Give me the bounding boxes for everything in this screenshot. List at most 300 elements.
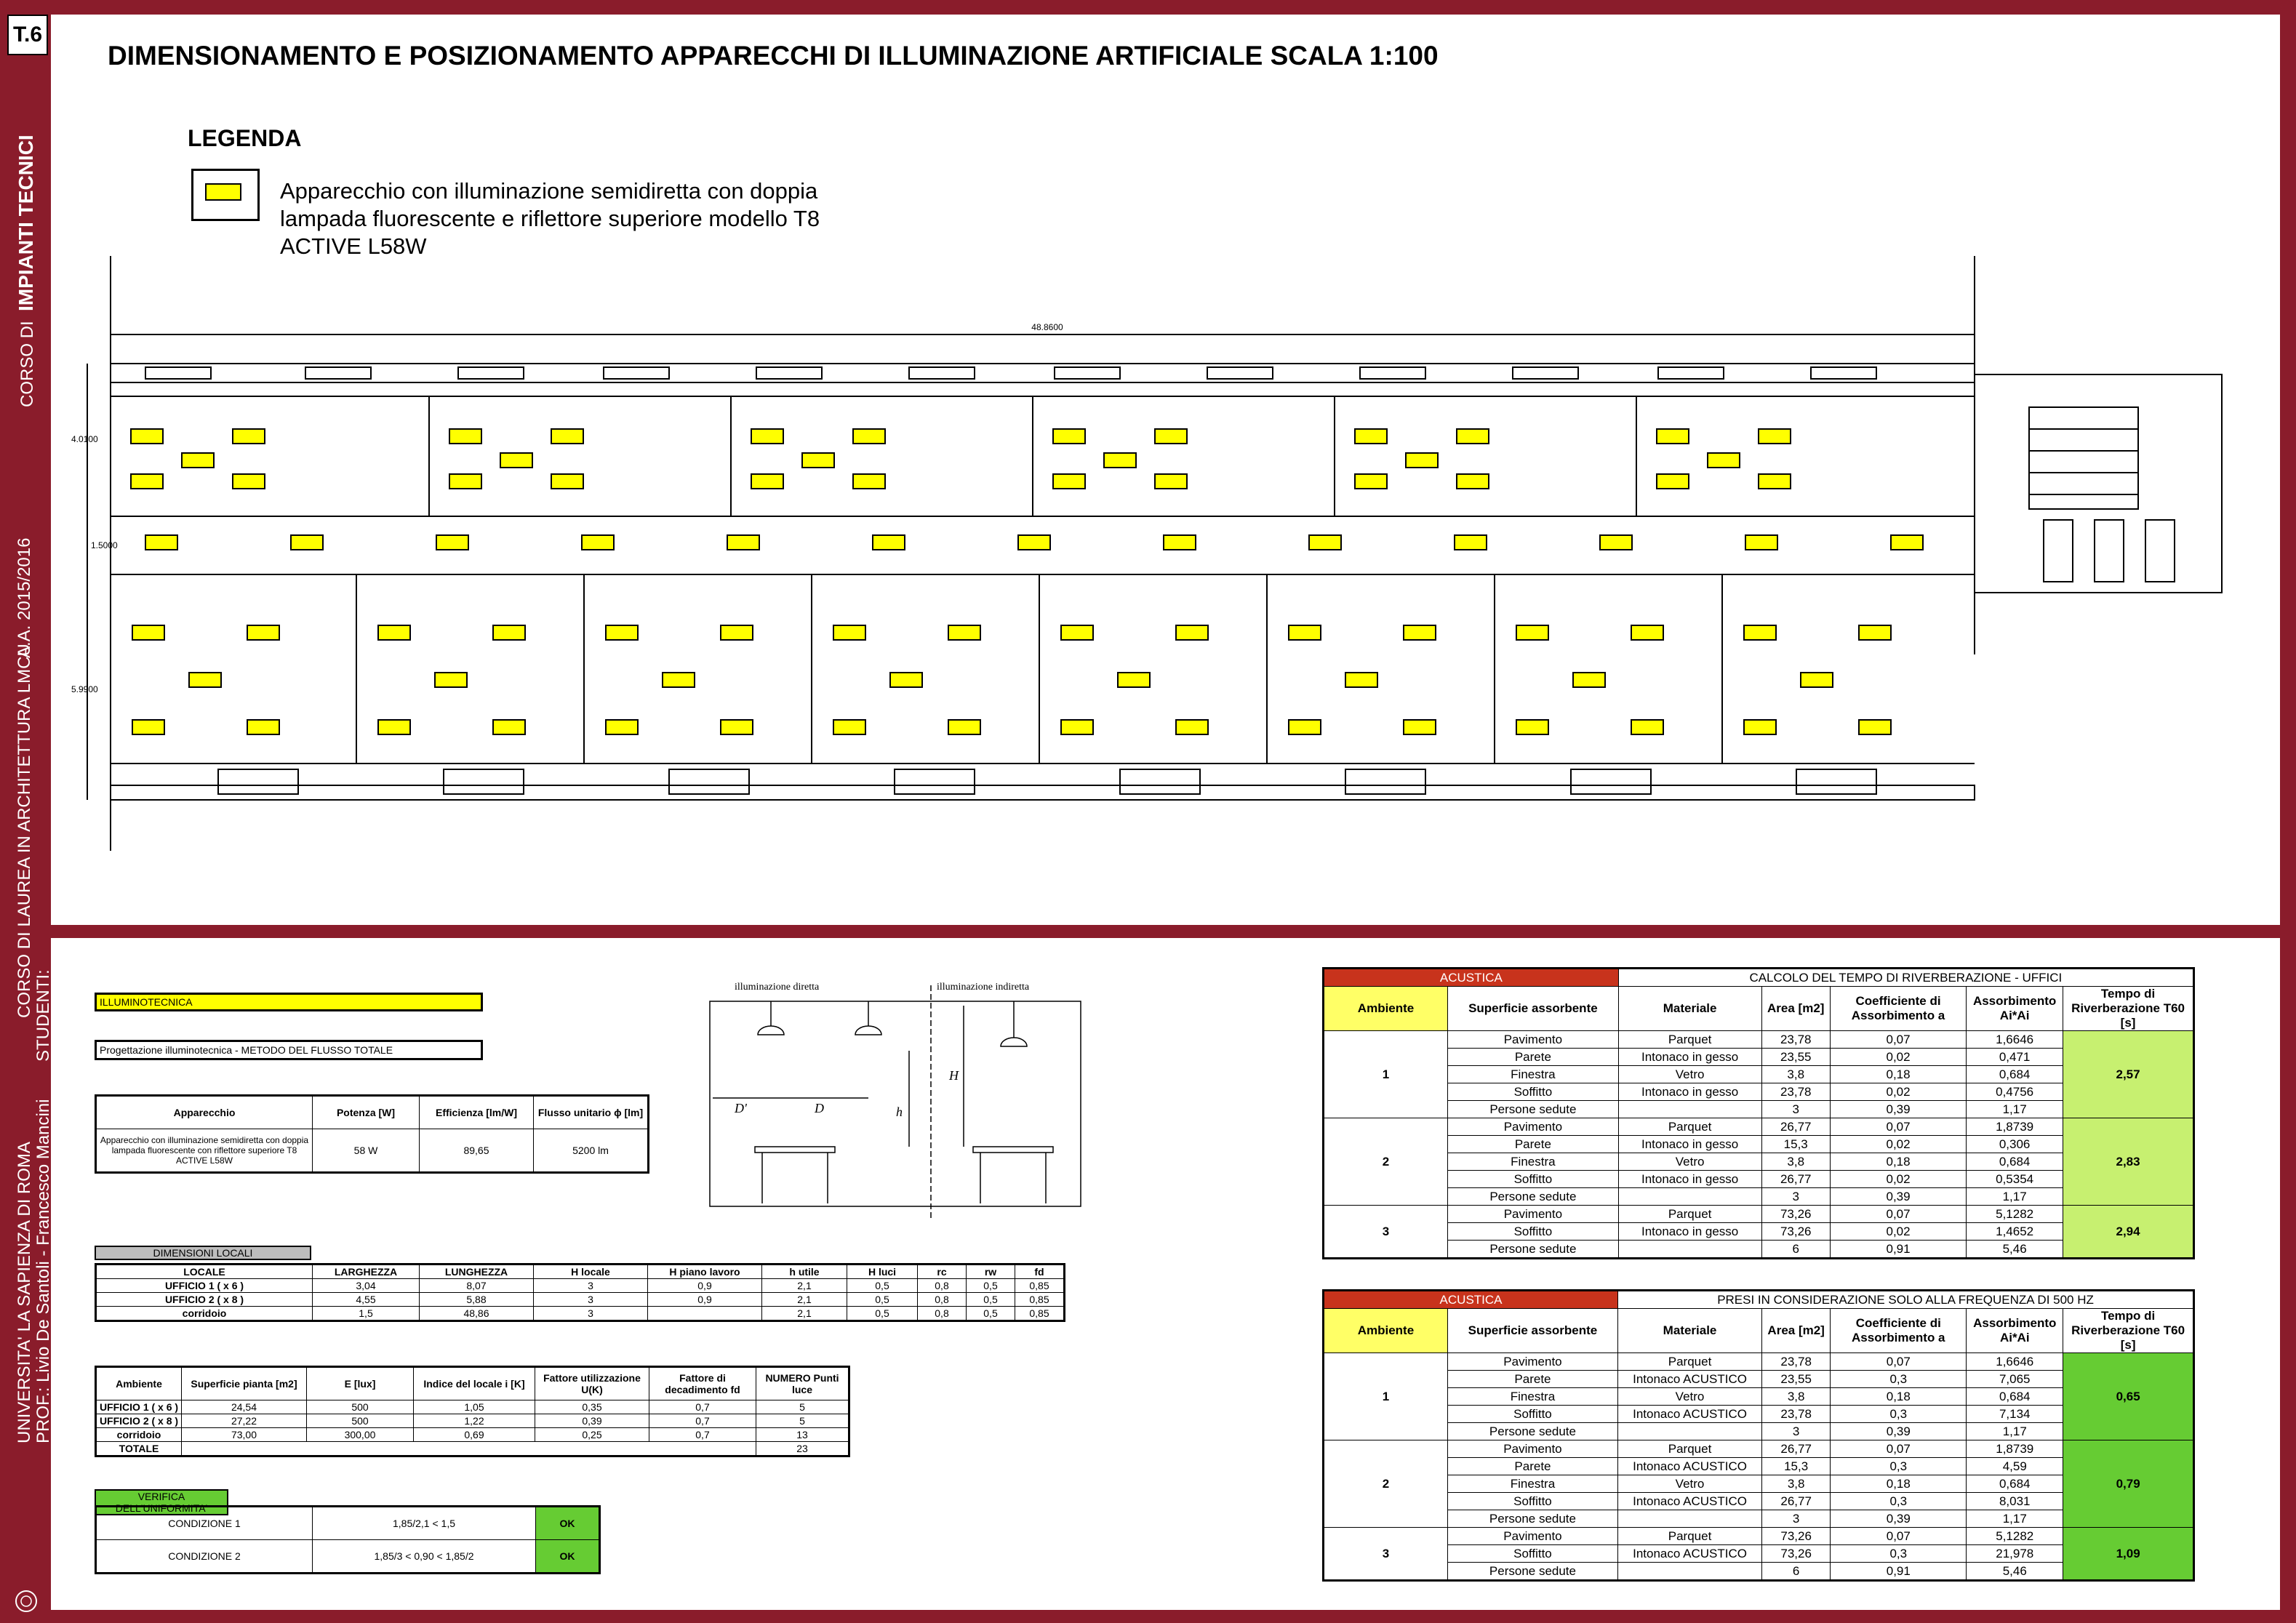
acoustic-cell: 1,17 bbox=[1967, 1101, 2063, 1118]
fixture-power: 58 W bbox=[313, 1129, 420, 1173]
table-cell: 1,22 bbox=[414, 1414, 535, 1428]
total-value: 23 bbox=[756, 1442, 849, 1456]
lamp-fixture-icon bbox=[1061, 625, 1093, 640]
acoustic-cell: Soffitto bbox=[1447, 1545, 1617, 1563]
acoustic-cell bbox=[1618, 1241, 1761, 1259]
fixture-col-0: Apparecchio bbox=[96, 1096, 313, 1129]
dims-col: fd bbox=[1015, 1265, 1065, 1279]
acoustic-cell: 21,978 bbox=[1967, 1545, 2063, 1563]
acoustic-cell: 0,39 bbox=[1830, 1188, 1966, 1206]
acoustic-cell: 26,77 bbox=[1761, 1440, 1830, 1458]
acoustic-cell: Vetro bbox=[1618, 1388, 1762, 1406]
acoustic-cell: Pavimento bbox=[1447, 1440, 1617, 1458]
lamp-fixture-icon bbox=[189, 673, 221, 687]
t60-cell: 2,83 bbox=[2063, 1118, 2194, 1206]
acoustic-cell: Persone sedute bbox=[1448, 1188, 1619, 1206]
lamp-fixture-icon bbox=[1744, 720, 1776, 734]
lamp-fixture-icon bbox=[378, 720, 410, 734]
acoustic-cell: Parquet bbox=[1618, 1206, 1761, 1223]
lamp-fixture-icon bbox=[1859, 625, 1891, 640]
acoustic-cell: 0,3 bbox=[1831, 1493, 1967, 1510]
acoustic-cell: Persone sedute bbox=[1447, 1423, 1617, 1440]
acoustic-cell: 5,1282 bbox=[1967, 1206, 2063, 1223]
table-cell: 0,35 bbox=[535, 1400, 649, 1414]
lamp-fixture-icon bbox=[1759, 474, 1791, 489]
lamp-fixture-icon bbox=[436, 535, 468, 550]
acoustic-cell: Vetro bbox=[1618, 1475, 1762, 1493]
floor-plan bbox=[65, 247, 2233, 873]
lamp-fixture-icon bbox=[1708, 453, 1740, 468]
acoustic-cell: 3 bbox=[1761, 1510, 1830, 1528]
acoustic-col-header: Superficie assorbente bbox=[1447, 1309, 1617, 1353]
acoustic-cell: Intonaco ACUSTICO bbox=[1618, 1406, 1762, 1423]
table-row bbox=[96, 1414, 849, 1428]
lamp-fixture-icon bbox=[1355, 429, 1387, 444]
sheet-code: T.6 bbox=[7, 15, 48, 55]
table-cell: UFFICIO 1 ( x 6 ) bbox=[96, 1279, 313, 1293]
lamp-fixture-icon bbox=[1118, 673, 1150, 687]
acoustic-cell: 0,07 bbox=[1830, 1118, 1966, 1136]
table-cell: 0,7 bbox=[649, 1414, 756, 1428]
calc-col: Fattore di decadimento fd bbox=[649, 1367, 756, 1400]
acoustic-cell: Intonaco ACUSTICO bbox=[1618, 1545, 1762, 1563]
dims-col: rw bbox=[967, 1265, 1015, 1279]
acoustic-cell: 0,07 bbox=[1831, 1353, 1967, 1371]
verify-row bbox=[96, 1540, 600, 1574]
dims-col: LUNGHEZZA bbox=[420, 1265, 534, 1279]
lamp-fixture-icon bbox=[721, 720, 753, 734]
table-row bbox=[96, 1279, 1065, 1293]
lamp-fixture-icon bbox=[582, 535, 614, 550]
acoustic-cell: Pavimento bbox=[1448, 1031, 1619, 1049]
acoustic-cell bbox=[1618, 1101, 1761, 1118]
table-cell: 48,86 bbox=[420, 1307, 534, 1321]
acoustic-col-header: Coefficiente di Assorbimento a bbox=[1831, 1309, 1967, 1353]
lamp-fixture-icon bbox=[727, 535, 759, 550]
table-cell: 0,5 bbox=[847, 1293, 918, 1307]
diagram-indirect: illuminazione indiretta bbox=[937, 982, 1030, 993]
lamp-fixture-icon bbox=[182, 453, 214, 468]
dims-col: H piano lavoro bbox=[648, 1265, 762, 1279]
ambiente-cell: 3 bbox=[1324, 1206, 1448, 1259]
table-cell: 8,07 bbox=[420, 1279, 534, 1293]
acoustic-col-header: Assorbimento Ai*Ai bbox=[1967, 987, 2063, 1031]
acoustic-cell: Intonaco in gesso bbox=[1618, 1049, 1761, 1066]
acoustic-cell: 8,031 bbox=[1967, 1493, 2063, 1510]
dims-table bbox=[95, 1263, 1065, 1322]
acoustic-cell bbox=[1618, 1423, 1762, 1440]
lamp-fixture-icon bbox=[1891, 535, 1923, 550]
acoustic-row bbox=[1324, 1353, 2194, 1371]
table-cell: 3 bbox=[534, 1307, 648, 1321]
acoustic-cell: 3,8 bbox=[1761, 1388, 1830, 1406]
acoustic-col-header: Ambiente bbox=[1324, 1309, 1448, 1353]
lamp-fixture-icon bbox=[1657, 474, 1689, 489]
lamp-fixture-icon bbox=[500, 453, 532, 468]
lamp-fixture-icon bbox=[1404, 720, 1436, 734]
legend-title: LEGENDA bbox=[188, 125, 302, 151]
acoustic-col-header: Materiale bbox=[1618, 1309, 1762, 1353]
lamp-fixture-icon bbox=[833, 625, 865, 640]
table-cell: UFFICIO 2 ( x 8 ) bbox=[96, 1293, 313, 1307]
acoustic-cell: Intonaco ACUSTICO bbox=[1618, 1493, 1762, 1510]
table-cell: 1,5 bbox=[313, 1307, 420, 1321]
acoustic-cell: 6 bbox=[1761, 1241, 1830, 1259]
acoustic-cell: 0,02 bbox=[1830, 1083, 1966, 1101]
lamp-fixture-icon bbox=[751, 429, 783, 444]
acoustic-cell bbox=[1618, 1510, 1762, 1528]
dim-total: 48.8600 bbox=[1031, 322, 1063, 332]
table-cell: 0,25 bbox=[535, 1428, 649, 1442]
acoustic-cell: 7,065 bbox=[1967, 1371, 2063, 1388]
table-cell: 2,1 bbox=[762, 1293, 847, 1307]
calc-col: Superficie pianta [m2] bbox=[182, 1367, 307, 1400]
dims-col: LOCALE bbox=[96, 1265, 313, 1279]
acoustic-cell: 0,3 bbox=[1831, 1545, 1967, 1563]
lamp-fixture-icon bbox=[853, 474, 885, 489]
acoustic-cell: Intonaco ACUSTICO bbox=[1618, 1458, 1762, 1475]
lamp-fixture-icon bbox=[131, 429, 163, 444]
lamp-fixture-icon bbox=[1345, 673, 1377, 687]
acoustic-cell: 0,3 bbox=[1831, 1406, 1967, 1423]
lamp-fixture-icon bbox=[1155, 474, 1187, 489]
acoustic-cell: Vetro bbox=[1618, 1066, 1761, 1083]
lamp-fixture-icon bbox=[1404, 625, 1436, 640]
acoustic-cell bbox=[1618, 1563, 1762, 1581]
ambiente-cell: 2 bbox=[1324, 1118, 1448, 1206]
acoustic-cell: 3 bbox=[1761, 1423, 1830, 1440]
acoustic-col-header: Superficie assorbente bbox=[1448, 987, 1619, 1031]
lighting-header: ILLUMINOTECNICA bbox=[95, 993, 483, 1011]
ambiente-cell: 2 bbox=[1324, 1440, 1448, 1528]
lamp-fixture-icon bbox=[1859, 720, 1891, 734]
lamp-fixture-icon bbox=[1457, 429, 1489, 444]
acoustic-cell: Intonaco in gesso bbox=[1618, 1083, 1761, 1101]
acoustic-cell: 0,02 bbox=[1830, 1223, 1966, 1241]
acoustic-cell bbox=[1618, 1188, 1761, 1206]
lamp-fixture-icon bbox=[1289, 720, 1321, 734]
table-cell: 5,88 bbox=[420, 1293, 534, 1307]
lamp-fixture-icon bbox=[1406, 453, 1438, 468]
degree-label: CORSO DI LAUREA IN ARCHITETTURA LMCU bbox=[15, 644, 34, 1018]
calc-col: E [lux] bbox=[307, 1367, 414, 1400]
verify-table bbox=[95, 1505, 601, 1574]
acoustic-cell: 73,26 bbox=[1761, 1223, 1830, 1241]
acoustic-col-header: Tempo di Riverberazione T60 [s] bbox=[2063, 987, 2194, 1031]
table-row bbox=[96, 1428, 849, 1442]
acoustic-cell: 1,17 bbox=[1967, 1423, 2063, 1440]
acoustic-col-header: Assorbimento Ai*Ai bbox=[1967, 1309, 2063, 1353]
lamp-fixture-icon bbox=[802, 453, 834, 468]
lamp-fixture-icon bbox=[449, 474, 481, 489]
lamp-fixture-icon bbox=[1104, 453, 1136, 468]
diagram-label-D: D bbox=[815, 1101, 824, 1115]
dims-col: H locale bbox=[534, 1265, 648, 1279]
acoustic-cell: 1,8739 bbox=[1967, 1118, 2063, 1136]
lamp-fixture-icon bbox=[493, 720, 525, 734]
table-cell: 0,7 bbox=[649, 1428, 756, 1442]
table-cell: 0,85 bbox=[1015, 1293, 1065, 1307]
diagram-direct: illuminazione diretta bbox=[735, 982, 820, 993]
table-cell: 0,5 bbox=[967, 1293, 1015, 1307]
table-cell: corridoio bbox=[96, 1307, 313, 1321]
acoustic-cell: 15,3 bbox=[1761, 1458, 1830, 1475]
acoustic-cell: 1,6646 bbox=[1967, 1031, 2063, 1049]
table-cell: 0,5 bbox=[967, 1307, 1015, 1321]
lamp-fixture-icon bbox=[1745, 535, 1777, 550]
table-cell: 0,8 bbox=[918, 1279, 967, 1293]
lamp-fixture-icon bbox=[890, 673, 922, 687]
acoustic-table-2 bbox=[1322, 1289, 2195, 1582]
calc-table bbox=[95, 1366, 850, 1457]
verify-formula: 1,85/2,1 < 1,5 bbox=[313, 1507, 536, 1540]
acoustic-cell: Intonaco in gesso bbox=[1618, 1223, 1761, 1241]
lamp-fixture-icon bbox=[145, 535, 177, 550]
t60-cell: 2,94 bbox=[2063, 1206, 2194, 1259]
table-row bbox=[96, 1307, 1065, 1321]
table-cell: 27,22 bbox=[182, 1414, 307, 1428]
table-cell: 3 bbox=[534, 1279, 648, 1293]
acoustic-col-header: Coefficiente di Assorbimento a bbox=[1830, 987, 1966, 1031]
lamp-fixture-icon bbox=[1744, 625, 1776, 640]
acoustic-cell: Persone sedute bbox=[1447, 1510, 1617, 1528]
dims-col: h utile bbox=[762, 1265, 847, 1279]
table-cell: UFFICIO 1 ( x 6 ) bbox=[96, 1400, 182, 1414]
table-cell: 0,9 bbox=[648, 1279, 762, 1293]
acoustic-title-row bbox=[1324, 969, 2194, 987]
total-row bbox=[96, 1442, 849, 1456]
dims-col: rc bbox=[918, 1265, 967, 1279]
acoustic-cell: 1,4652 bbox=[1967, 1223, 2063, 1241]
fixture-table bbox=[95, 1094, 649, 1174]
acoustic-cell: 23,55 bbox=[1761, 1049, 1830, 1066]
table-cell: 73,00 bbox=[182, 1428, 307, 1442]
table-cell: 3,04 bbox=[313, 1279, 420, 1293]
table-cell bbox=[648, 1307, 762, 1321]
lamp-fixture-icon bbox=[132, 625, 164, 640]
acoustic-cell: 0,18 bbox=[1831, 1475, 1967, 1493]
acoustic-row bbox=[1324, 1206, 2194, 1223]
table-cell: 5 bbox=[756, 1414, 849, 1428]
lamp-fixture-icon bbox=[1455, 535, 1487, 550]
lamp-fixture-icon bbox=[1516, 720, 1548, 734]
fixture-flux: 5200 lm bbox=[534, 1129, 649, 1173]
acoustic-cell: 1,17 bbox=[1967, 1510, 2063, 1528]
lamp-fixture-icon bbox=[435, 673, 467, 687]
acoustic-cell: Parete bbox=[1447, 1371, 1617, 1388]
year-label: A.A. 2015/2016 bbox=[15, 537, 34, 658]
table-cell: 0,8 bbox=[918, 1307, 967, 1321]
acoustic-cell: Pavimento bbox=[1447, 1528, 1617, 1545]
lamp-fixture-icon bbox=[873, 535, 905, 550]
acoustic-cell: Parquet bbox=[1618, 1528, 1762, 1545]
lamp-fixture-icon bbox=[721, 625, 753, 640]
acoustic-title-row bbox=[1324, 1291, 2194, 1309]
t60-cell: 0,79 bbox=[2063, 1440, 2194, 1528]
acoustic-cell: 0,4756 bbox=[1967, 1083, 2063, 1101]
acoustic-cell: 0,471 bbox=[1967, 1049, 2063, 1066]
acoustic-cell: 0,07 bbox=[1830, 1206, 1966, 1223]
table-cell: 0,85 bbox=[1015, 1307, 1065, 1321]
lamp-fixture-icon bbox=[1457, 474, 1489, 489]
fixture-col-3: Flusso unitario ϕ [lm] bbox=[534, 1096, 649, 1129]
acoustic-cell: 0,18 bbox=[1830, 1066, 1966, 1083]
dims-col: H luci bbox=[847, 1265, 918, 1279]
page-title: DIMENSIONAMENTO E POSIZIONAMENTO APPARECCHI DI ILLUMINAZIONE ARTIFICIALE SCALA 1:100 bbox=[108, 41, 1439, 71]
table-cell: 0,7 bbox=[649, 1400, 756, 1414]
university-label: UNIVERSITA' LA SAPIENZA DI ROMA bbox=[15, 1142, 34, 1443]
acoustic-cell: 1,8739 bbox=[1967, 1440, 2063, 1458]
lamp-fixture-icon bbox=[751, 474, 783, 489]
lamp-fixture-icon bbox=[1600, 535, 1632, 550]
acoustic-tag: ACUSTICA bbox=[1324, 1291, 1618, 1309]
acoustic-cell: 0,07 bbox=[1831, 1440, 1967, 1458]
lamp-fixture-icon bbox=[1164, 535, 1196, 550]
acoustic-cell: 0,39 bbox=[1831, 1510, 1967, 1528]
acoustic-cell: 4,59 bbox=[1967, 1458, 2063, 1475]
lamp-fixture-icon bbox=[663, 673, 695, 687]
lamp-fixture-icon bbox=[1657, 429, 1689, 444]
lamp-layer bbox=[131, 429, 1923, 734]
acoustic-table-1 bbox=[1322, 967, 2195, 1259]
lamp-fixture-icon bbox=[493, 625, 525, 640]
acoustic-cell: 0,18 bbox=[1831, 1388, 1967, 1406]
lamp-fixture-icon bbox=[833, 720, 865, 734]
acoustic-cell: 0,3 bbox=[1831, 1371, 1967, 1388]
acoustic-row bbox=[1324, 1440, 2194, 1458]
acoustic-col-header: Materiale bbox=[1618, 987, 1761, 1031]
fixture-name: Apparecchio con illuminazione semidiretta con doppia lampada fluorescente con riflettore superiore T8 ACTIVE L58W bbox=[96, 1129, 313, 1173]
acoustic-cell: 73,26 bbox=[1761, 1206, 1830, 1223]
acoustic-header-row bbox=[1324, 987, 2194, 1031]
acoustic-cell: Pavimento bbox=[1448, 1206, 1619, 1223]
acoustic-cell: Soffitto bbox=[1448, 1223, 1619, 1241]
acoustic-cell: 1,6646 bbox=[1967, 1353, 2063, 1371]
acoustic-cell: Finestra bbox=[1448, 1066, 1619, 1083]
table-row bbox=[96, 1293, 1065, 1307]
acoustic-cell: 0,91 bbox=[1830, 1241, 1966, 1259]
acoustic-cell: 23,78 bbox=[1761, 1083, 1830, 1101]
lamp-fixture-icon bbox=[131, 474, 163, 489]
dim-corridor: 1.5000 bbox=[91, 540, 118, 550]
lamp-fixture-icon bbox=[233, 429, 265, 444]
table-cell: 5 bbox=[756, 1400, 849, 1414]
acoustic-header-row bbox=[1324, 1309, 2194, 1353]
lamp-fixture-icon bbox=[1018, 535, 1050, 550]
acoustic-cell: 23,78 bbox=[1761, 1031, 1830, 1049]
acoustic-cell: Pavimento bbox=[1448, 1118, 1619, 1136]
table-cell: 0,8 bbox=[918, 1293, 967, 1307]
calc-col: Ambiente bbox=[96, 1367, 182, 1400]
lamp-fixture-icon bbox=[449, 429, 481, 444]
acoustic-cell: Persone sedute bbox=[1447, 1563, 1617, 1581]
sapienza-logo bbox=[6, 1556, 47, 1614]
acoustic-cell: 0,02 bbox=[1830, 1049, 1966, 1066]
dim-upper: 4.0100 bbox=[71, 434, 98, 444]
dim-lower: 5.9900 bbox=[71, 684, 98, 694]
lamp-fixture-icon bbox=[1759, 429, 1791, 444]
acoustic-cell: Soffitto bbox=[1447, 1406, 1617, 1423]
lamp-fixture-icon bbox=[606, 625, 638, 640]
lamp-fixture-icon bbox=[378, 625, 410, 640]
acoustic-cell: 23,78 bbox=[1761, 1353, 1830, 1371]
acoustic-cell: Pavimento bbox=[1447, 1353, 1617, 1371]
prof-label: PROF.: Livio De Santoli - Francesco Mancini bbox=[33, 1099, 53, 1443]
table-cell: 0,39 bbox=[535, 1414, 649, 1428]
acoustic-cell: 6 bbox=[1761, 1563, 1830, 1581]
acoustic-cell: Parquet bbox=[1618, 1353, 1762, 1371]
acoustic-cell: 0,07 bbox=[1830, 1031, 1966, 1049]
lighting-diagram bbox=[705, 978, 1084, 1218]
calc-col: Fattore utilizzazione U(K) bbox=[535, 1367, 649, 1400]
table-cell: 0,85 bbox=[1015, 1279, 1065, 1293]
acoustic-cell: 0,18 bbox=[1830, 1153, 1966, 1171]
acoustic-cell: 3,8 bbox=[1761, 1153, 1830, 1171]
acoustic-cell: 0,5354 bbox=[1967, 1171, 2063, 1188]
lamp-fixture-icon bbox=[1289, 625, 1321, 640]
acoustic-cell: 3,8 bbox=[1761, 1475, 1830, 1493]
empty-cell bbox=[182, 1442, 756, 1456]
total-label: TOTALE bbox=[96, 1442, 182, 1456]
table-cell: 2,1 bbox=[762, 1279, 847, 1293]
table-cell: 24,54 bbox=[182, 1400, 307, 1414]
acoustic-cell: Vetro bbox=[1618, 1153, 1761, 1171]
table-cell: 4,55 bbox=[313, 1293, 420, 1307]
acoustic-cell: Soffitto bbox=[1448, 1171, 1619, 1188]
acoustic-cell: 0,91 bbox=[1831, 1563, 1967, 1581]
acoustic-cell: 0,684 bbox=[1967, 1153, 2063, 1171]
verify-header: VERIFICA DELL'UNIFORMITA' bbox=[96, 1491, 227, 1514]
lamp-fixture-icon bbox=[1801, 673, 1833, 687]
lamp-fixture-icon bbox=[247, 720, 279, 734]
table-cell: UFFICIO 2 ( x 8 ) bbox=[96, 1414, 182, 1428]
acoustic-cell: Parquet bbox=[1618, 1440, 1762, 1458]
acoustic-cell: 3 bbox=[1761, 1188, 1830, 1206]
acoustic-cell: 0,02 bbox=[1830, 1136, 1966, 1153]
lamp-fixture-icon bbox=[1631, 625, 1663, 640]
verify-formula: 1,85/3 < 0,90 < 1,85/2 bbox=[313, 1540, 536, 1574]
acoustic-cell: 73,26 bbox=[1761, 1545, 1830, 1563]
lamp-fixture-icon bbox=[1053, 474, 1085, 489]
acoustic-cell: 0,39 bbox=[1831, 1423, 1967, 1440]
acoustic-cell: 0,02 bbox=[1830, 1171, 1966, 1188]
t60-cell: 1,09 bbox=[2063, 1528, 2194, 1581]
acoustic-cell: 23,55 bbox=[1761, 1371, 1830, 1388]
acoustic-cell: Persone sedute bbox=[1448, 1241, 1619, 1259]
verify-row bbox=[96, 1507, 600, 1540]
lamp-fixture-icon bbox=[1053, 429, 1085, 444]
fixture-efficiency: 89,65 bbox=[420, 1129, 534, 1173]
acoustic-cell: Persone sedute bbox=[1448, 1101, 1619, 1118]
verify-status: OK bbox=[536, 1540, 600, 1574]
table-cell: 0,69 bbox=[414, 1428, 535, 1442]
lamp-fixture-icon bbox=[1176, 625, 1208, 640]
acoustic-col-header: Tempo di Riverberazione T60 [s] bbox=[2063, 1309, 2194, 1353]
acoustic-cell: 7,134 bbox=[1967, 1406, 2063, 1423]
fixture-col-2: Efficienza [lm/W] bbox=[420, 1096, 534, 1129]
acoustic-cell: 5,46 bbox=[1967, 1241, 2063, 1259]
acoustic-cell: Finestra bbox=[1447, 1475, 1617, 1493]
acoustic-tag: ACUSTICA bbox=[1324, 969, 1619, 987]
dims-col: LARGHEZZA bbox=[313, 1265, 420, 1279]
table-cell: 0,9 bbox=[648, 1293, 762, 1307]
acoustic-cell: 0,3 bbox=[1831, 1458, 1967, 1475]
acoustic-cell: Parete bbox=[1447, 1458, 1617, 1475]
lamp-fixture-icon bbox=[1516, 625, 1548, 640]
table-cell: corridoio bbox=[96, 1428, 182, 1442]
table-cell: 3 bbox=[534, 1293, 648, 1307]
acoustic-cell: 0,306 bbox=[1967, 1136, 2063, 1153]
